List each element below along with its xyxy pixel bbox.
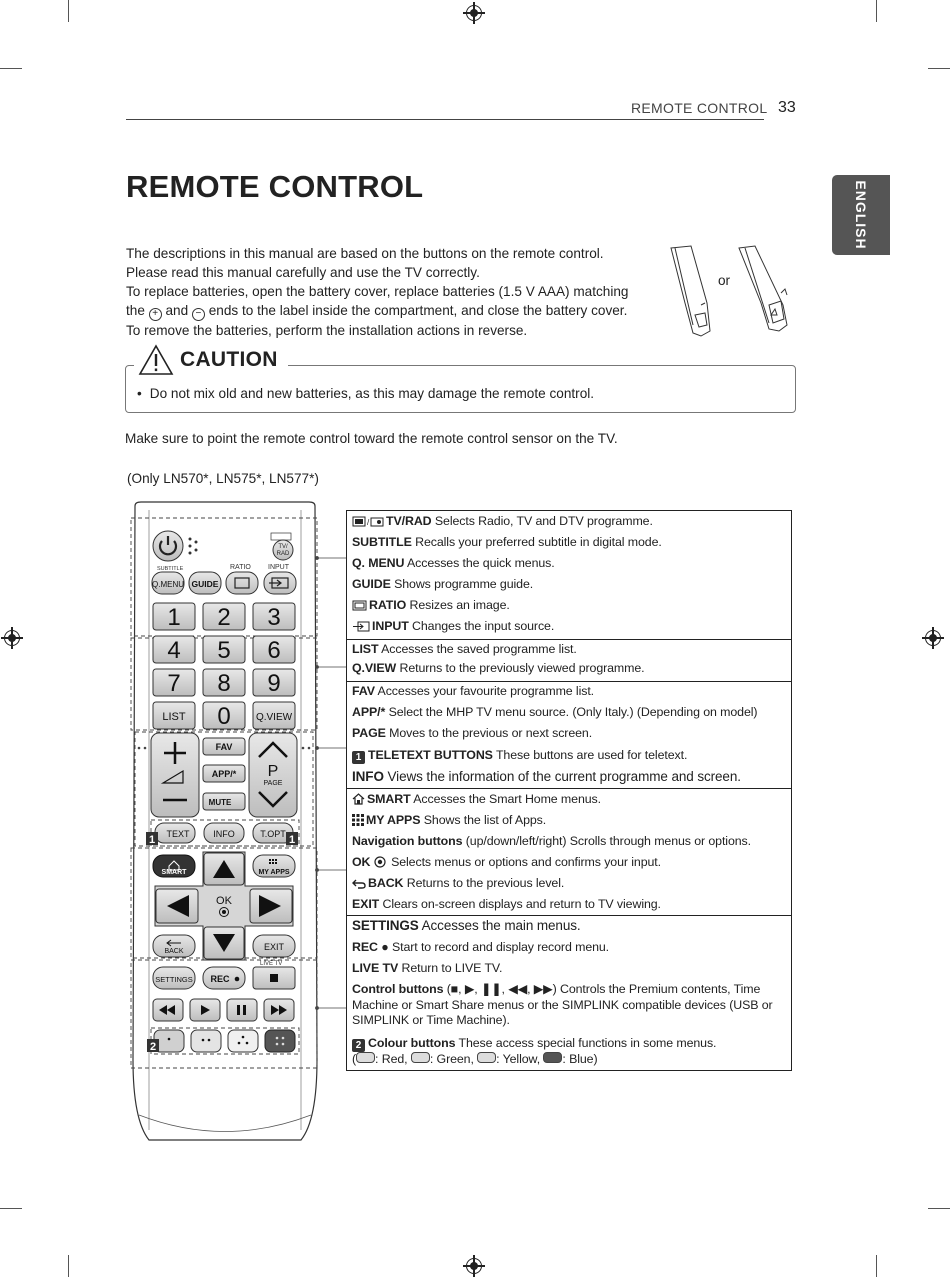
svg-text:6: 6 (267, 637, 281, 664)
bullet-icon: • (137, 386, 142, 401)
svg-text:Q.VIEW: Q.VIEW (255, 712, 293, 723)
ratio-icon (352, 600, 367, 611)
red-button-icon (356, 1052, 375, 1063)
description-key: Control buttons (352, 982, 444, 996)
description-key: Q.VIEW (352, 661, 397, 675)
registration-mark-icon (925, 630, 941, 646)
intro-line: The descriptions in this manual are based on the buttons on the remote control. (126, 246, 604, 261)
description-text: Select the MHP TV menu source. (Only Italy.) (Depending on model) (385, 705, 758, 719)
badge-2: 2 (352, 1039, 365, 1052)
description-text: Accesses the saved programme list. (378, 642, 577, 656)
language-tab (832, 175, 890, 255)
crop-mark (928, 68, 950, 69)
description-text: Return to LIVE TV. (398, 961, 503, 975)
description-row (352, 940, 609, 954)
description-key: BACK (368, 876, 404, 890)
description-group-1 (347, 511, 791, 640)
battery-or-label: or (718, 273, 731, 288)
svg-text:APP/*: APP/* (211, 769, 237, 779)
warning-triangle-icon (138, 344, 174, 376)
svg-text:9: 9 (267, 670, 281, 697)
tv-radio-icon (352, 516, 384, 527)
button-description-table (346, 510, 792, 1071)
description-key: MY APPS (366, 813, 421, 827)
svg-text:3: 3 (267, 604, 281, 631)
models-note: (Only LN570*, LN575*, LN577*) (127, 471, 319, 486)
intro-line-tail: ends to the label inside the compartment, and close the battery cover. (208, 303, 628, 318)
description-key: RATIO (369, 598, 407, 612)
running-header: REMOTE CONTROL (631, 100, 768, 116)
description-key: SUBTITLE (352, 535, 412, 549)
description-text: Start to record and display record menu. (388, 940, 610, 954)
description-text: Accesses your favourite programme list. (374, 684, 595, 698)
description-text: These access special functions in some menus. (455, 1036, 717, 1050)
green-button-icon (411, 1052, 430, 1063)
description-group-5 (347, 916, 791, 1072)
description-row: ( : Red, : Green, : Yellow, : Blue) (352, 1052, 598, 1066)
description-row (352, 535, 662, 549)
description-text: Shows programme guide. (390, 577, 534, 591)
minus-terminal-icon: − (192, 308, 205, 321)
svg-text:T.OPT: T.OPT (260, 829, 286, 839)
description-key: PAGE (352, 726, 386, 740)
badge-1: 1 (352, 751, 365, 764)
record-dot-icon: ● (381, 940, 389, 954)
description-group-2 (347, 640, 791, 682)
description-text: Selects Radio, TV and DTV programme. (431, 514, 653, 528)
description-text: Recalls your preferred subtitle in digital mode. (411, 535, 662, 549)
intro-line: To remove the batteries, perform the installation actions in reverse. (126, 323, 528, 338)
crop-mark (68, 1255, 69, 1277)
description-key: SMART (367, 792, 411, 806)
description-text: Changes the input source. (408, 619, 555, 633)
colour-yellow: : Yellow, (496, 1052, 544, 1066)
description-text: Controls the Premium contents, Time Machine or Smart Share menus or the SIMPLINK compatible devices (USB or SIMPLINK or Time Machine). (352, 982, 773, 1027)
description-row (352, 961, 502, 975)
description-row (352, 792, 601, 806)
intro-line (126, 301, 661, 321)
crop-mark (876, 0, 877, 22)
svg-text:SUBTITLE: SUBTITLE (157, 566, 184, 572)
control-symbols: (■, ▶, ❚❚, ◀◀, ▶▶) (443, 982, 560, 996)
description-row (352, 642, 577, 656)
colour-red: : Red, (375, 1052, 411, 1066)
svg-text:2: 2 (149, 1041, 157, 1053)
description-row (352, 855, 661, 869)
description-row (352, 514, 653, 528)
svg-text:P: P (267, 763, 279, 780)
header-rule (126, 119, 764, 120)
svg-text:SETTINGS: SETTINGS (155, 975, 193, 984)
registration-mark-icon (466, 5, 482, 21)
crop-mark (68, 0, 69, 22)
description-row (352, 897, 661, 911)
svg-text:LIVE TV: LIVE TV (260, 961, 283, 967)
back-arrow-icon (352, 878, 366, 889)
crop-mark (928, 1208, 950, 1209)
description-key: LIVE TV (352, 961, 399, 975)
description-row (352, 705, 757, 719)
registration-mark-icon (466, 1258, 482, 1274)
description-key: GUIDE (352, 577, 391, 591)
svg-text:EXIT: EXIT (263, 942, 285, 952)
apps-grid-icon (352, 814, 364, 826)
description-text: Views the information of the current programme and screen. (383, 769, 741, 784)
home-icon (352, 793, 365, 805)
description-key: SETTINGS (352, 918, 419, 933)
intro-line: Please read this manual carefully and use the TV correctly. (126, 265, 480, 280)
svg-text:FAV: FAV (215, 742, 233, 752)
caution-label: CAUTION (180, 348, 278, 371)
svg-text:1: 1 (288, 834, 296, 846)
blue-button-icon (543, 1052, 562, 1063)
svg-text:SMART: SMART (161, 869, 187, 876)
svg-text:TV/: TV/ (278, 544, 288, 550)
svg-text:RATIO: RATIO (230, 564, 251, 571)
description-key: Q. MENU (352, 556, 405, 570)
description-row (352, 769, 741, 784)
intro-word: and (165, 303, 189, 318)
description-key: EXIT (352, 897, 380, 911)
description-row (352, 748, 687, 764)
svg-text:GUIDE: GUIDE (191, 579, 219, 589)
svg-text:MY APPS: MY APPS (258, 869, 290, 876)
svg-text:8: 8 (217, 670, 231, 697)
svg-text:2: 2 (217, 604, 231, 631)
description-text: Moves to the previous or next screen. (385, 726, 593, 740)
description-key: TELETEXT BUTTONS (368, 748, 493, 762)
plus-terminal-icon: + (149, 308, 162, 321)
description-row (352, 726, 592, 740)
caution-bullet (137, 386, 594, 401)
registration-mark-icon (4, 630, 20, 646)
description-key: Colour buttons (368, 1036, 456, 1050)
description-row (352, 577, 533, 591)
description-row (352, 598, 510, 612)
crop-mark (0, 68, 22, 69)
description-text: Selects menus or options and confirms your input. (387, 855, 661, 869)
crop-mark (876, 1255, 877, 1277)
svg-text:1: 1 (148, 834, 156, 846)
description-key: LIST (352, 642, 379, 656)
intro-word: the (126, 303, 145, 318)
description-row (352, 1036, 716, 1052)
description-text: Returns to the previously viewed programme. (396, 661, 645, 675)
description-text: These buttons are used for teletext. (492, 748, 688, 762)
battery-cover-illustration (665, 243, 795, 343)
svg-text:MUTE: MUTE (208, 798, 232, 807)
description-row (352, 918, 581, 933)
description-row (352, 684, 594, 698)
point-note: Make sure to point the remote control toward the remote control sensor on the TV. (125, 431, 618, 446)
page-number: 33 (778, 99, 796, 116)
description-key: INFO (352, 769, 384, 784)
svg-text:7: 7 (167, 670, 181, 697)
description-row (352, 556, 555, 570)
description-row (352, 834, 751, 848)
svg-text:REC: REC (210, 974, 230, 984)
remote-control-illustration (125, 500, 350, 1150)
description-row (352, 876, 564, 890)
description-key: OK (352, 855, 371, 869)
description-row (352, 982, 784, 1029)
intro-line: To replace batteries, open the battery cover, replace batteries (1.5 V AAA) matching (126, 284, 629, 299)
colour-green: : Green, (429, 1052, 478, 1066)
svg-text:RAD: RAD (276, 551, 290, 557)
yellow-button-icon (477, 1052, 496, 1063)
description-text: Accesses the quick menus. (404, 556, 555, 570)
svg-text:INFO: INFO (213, 829, 235, 839)
description-text: Resizes an image. (406, 598, 510, 612)
intro-text (126, 244, 661, 340)
description-text: Returns to the previous level. (403, 876, 565, 890)
description-text: Accesses the Smart Home menus. (410, 792, 601, 806)
description-text: Shows the list of Apps. (420, 813, 547, 827)
svg-text:/: / (367, 518, 370, 527)
caution-heading (134, 344, 288, 376)
input-icon (352, 621, 370, 632)
svg-text:PAGE: PAGE (263, 780, 283, 787)
language-tab-label: ENGLISH (853, 180, 869, 250)
ok-icon (374, 856, 386, 868)
colour-blue: : Blue) (562, 1052, 598, 1066)
svg-text:0: 0 (217, 703, 231, 730)
svg-text:1: 1 (167, 604, 181, 631)
svg-text:BACK: BACK (164, 948, 184, 955)
svg-text:LIST: LIST (162, 711, 186, 723)
description-key: FAV (352, 684, 375, 698)
description-row (352, 813, 546, 827)
description-group-4 (347, 789, 791, 916)
description-key: REC (352, 940, 378, 954)
svg-text:4: 4 (167, 637, 181, 664)
crop-mark (0, 1208, 22, 1209)
page-title: REMOTE CONTROL (126, 169, 424, 204)
description-row (352, 619, 554, 633)
svg-text:5: 5 (217, 637, 231, 664)
svg-text:Q.MENU: Q.MENU (152, 580, 184, 589)
description-text: Clears on-screen displays and return to TV viewing. (379, 897, 661, 911)
description-key: Navigation buttons (352, 834, 463, 848)
description-text: (up/down/left/right) Scrolls through menus or options. (462, 834, 751, 848)
description-key: INPUT (372, 619, 409, 633)
caution-text: Do not mix old and new batteries, as this may damage the remote control. (149, 386, 595, 401)
description-group-3 (347, 682, 791, 789)
description-key: TV/RAD (386, 514, 432, 528)
svg-text:TEXT: TEXT (166, 829, 190, 839)
description-text: Accesses the main menus. (418, 918, 581, 933)
svg-text:OK: OK (216, 895, 232, 907)
description-row (352, 661, 645, 675)
description-key: APP/* (352, 705, 386, 719)
svg-text:INPUT: INPUT (268, 564, 289, 571)
